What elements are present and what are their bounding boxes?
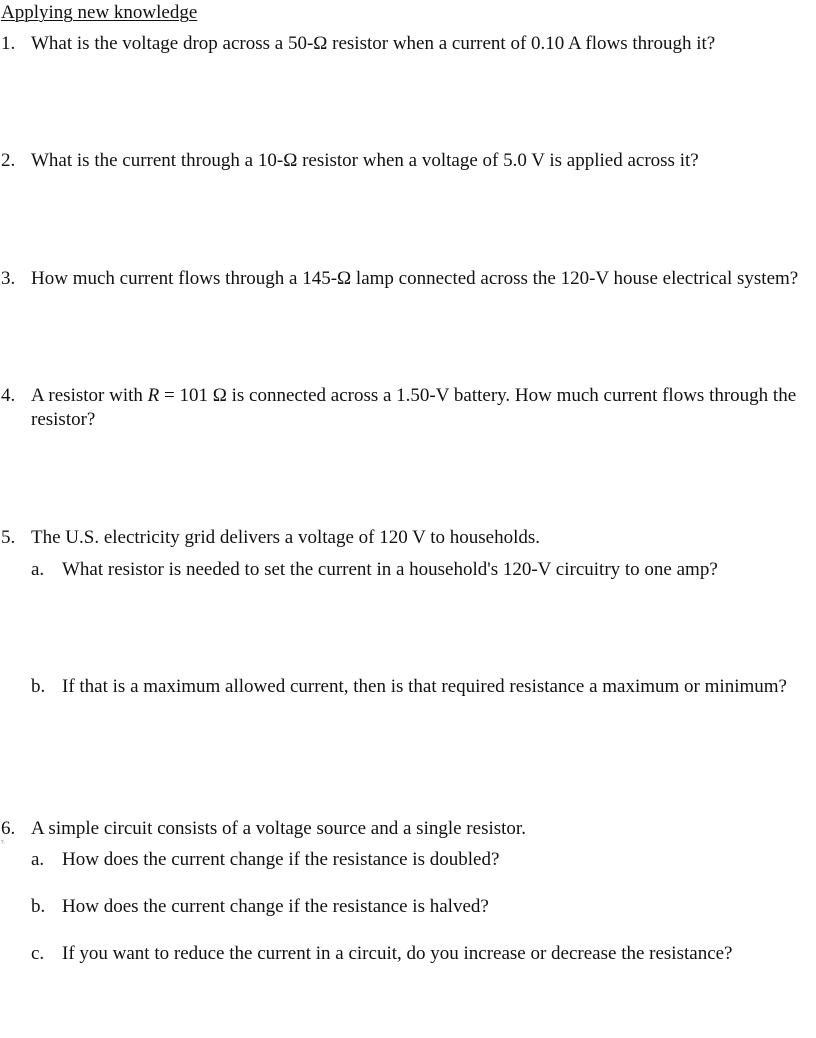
question-number: 3. xyxy=(1,268,16,289)
part-text: What resistor is needed to set the current in a household's 120-V circuitry to one amp? xyxy=(62,559,718,580)
section-heading: Applying new knowledge xyxy=(1,2,198,23)
part-text: How does the current change if the resistance is doubled? xyxy=(62,849,500,870)
part-label: a. xyxy=(31,559,45,580)
part-label: c. xyxy=(31,943,45,964)
question-number: 5. xyxy=(1,527,16,548)
part-label: b. xyxy=(31,896,46,917)
part-label: a. xyxy=(31,849,45,870)
question-text: A simple circuit consists of a voltage source and a single resistor. xyxy=(31,818,526,839)
stray-list-number: 7. xyxy=(1,841,5,846)
part-text: If you want to reduce the current in a circuit, do you increase or decrease the resistance? xyxy=(62,943,733,964)
question-number: 4. xyxy=(1,385,16,406)
part-text: If that is a maximum allowed current, then is that required resistance a maximum or minimum? xyxy=(62,676,787,697)
question-number: 1. xyxy=(1,33,16,54)
question-text: The U.S. electricity grid delivers a voltage of 120 V to households. xyxy=(31,527,541,548)
question-text-before: A resistor with xyxy=(31,385,148,406)
question-text: What is the voltage drop across a 50-Ω resistor when a current of 0.10 A flows through it? xyxy=(31,33,716,54)
question-number: 6. xyxy=(1,818,16,839)
resistance-variable: R xyxy=(147,385,160,406)
question-text-after: = 101 Ω is connected across a 1.50-V battery. How much current flows through the resistor? xyxy=(31,385,797,430)
question-number: 2. xyxy=(1,150,16,171)
part-text: How does the current change if the resistance is halved? xyxy=(62,896,489,917)
question-text xyxy=(31,384,801,432)
question-text: How much current flows through a 145-Ω lamp connected across the 120-V house electrical system? xyxy=(31,268,799,289)
question-text: What is the current through a 10-Ω resistor when a voltage of 5.0 V is applied across it? xyxy=(31,150,699,171)
part-label: b. xyxy=(31,676,46,697)
